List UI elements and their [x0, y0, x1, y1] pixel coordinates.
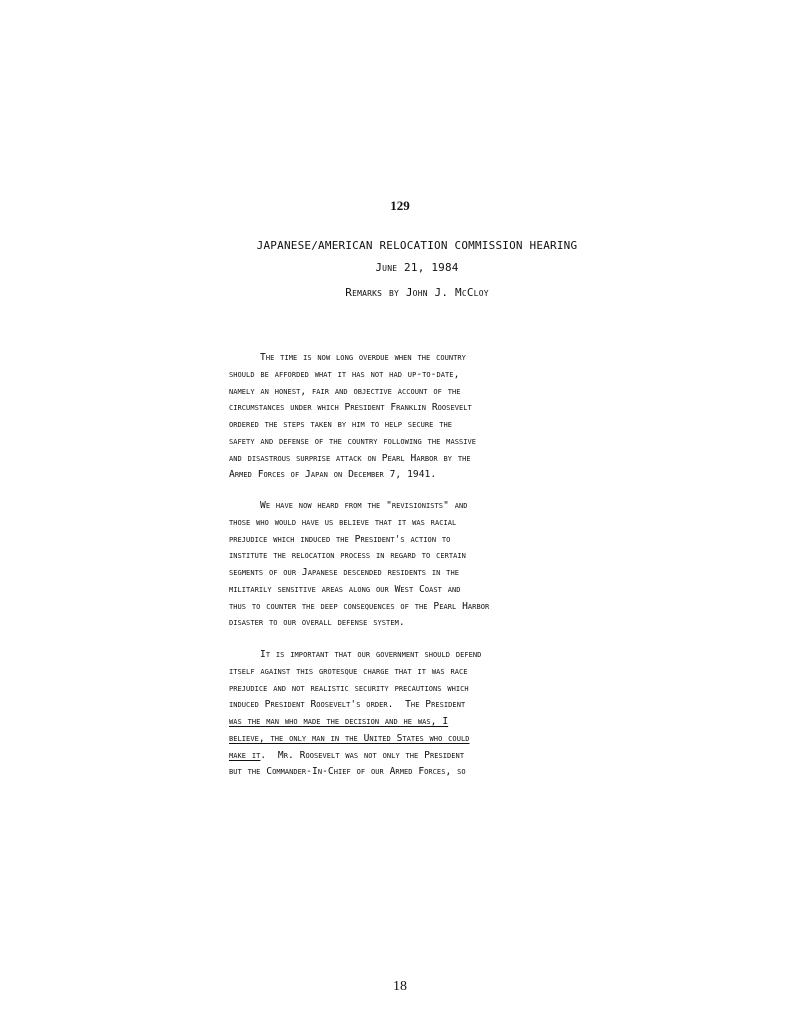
paragraph-line: [229, 748, 629, 765]
paragraph-line: those who would have us believe that it was racial: [229, 516, 457, 528]
paragraph-line: namely an honest, fair and objective account of the: [229, 385, 461, 397]
paragraph-2: [229, 498, 629, 632]
paragraph-line: itself against this grotesque charge that it was race: [229, 665, 468, 677]
paragraph-line: should be afforded what it has not had up-to-date,: [229, 368, 460, 380]
underlined-line: believe, the only man in the United States who could: [229, 732, 470, 744]
paragraph-line: It is important that our government should defend: [260, 649, 482, 660]
paragraph-line-rest: . Mr. Roosevelt was not only the President: [260, 749, 465, 761]
page-number-bottom: 18: [393, 979, 407, 994]
paragraph-line: prejudice and not realistic security precautions which: [229, 682, 469, 694]
paragraph-line: and disastrous surprise attack on Pearl Harbor by the: [229, 452, 471, 464]
paragraph-line: segments of our Japanese descended residents in the: [229, 567, 459, 578]
paragraph-3: [229, 647, 629, 781]
paragraph-line: ordered the steps taken by him to help secure the: [229, 419, 453, 430]
page-number-top: 129: [390, 198, 410, 213]
paragraph-line: disaster to our overall defense system.: [229, 617, 405, 629]
paragraph-line: prejudice which induced the President's action to: [229, 533, 451, 545]
paragraph-1: [229, 350, 629, 484]
paragraph-line: circumstances under which President Franklin Roosevelt: [229, 402, 472, 414]
paragraph-line: The time is now long overdue when the country: [260, 352, 466, 363]
hearing-date: June 21, 1984: [375, 261, 459, 274]
paragraph-line: Armed Forces of Japan on December 7, 1941.: [229, 469, 437, 481]
paragraph-line: induced President Roosevelt's order. The President: [229, 699, 466, 711]
hearing-title: JAPANESE/AMERICAN RELOCATION COMMISSION HEARING: [256, 239, 578, 252]
paragraph-line: thus to counter the deep consequences of the Pearl Harbor: [229, 600, 490, 612]
underlined-line: was the man who made the decision and he was, I: [229, 716, 449, 727]
paragraph-line: but the Commander-In-Chief of our Armed Forces, so: [229, 766, 466, 778]
remarks-byline: Remarks by John J. McCloy: [345, 286, 489, 299]
underlined-phrase: make it: [229, 749, 261, 761]
paragraph-line: We have now heard from the "revisionists" and: [260, 500, 468, 511]
paragraph-line: militarily sensitive areas along our West Coast and: [229, 583, 461, 595]
paragraph-line: safety and defense of the country following the massive: [229, 435, 477, 447]
paragraph-line: institute the relocation process in regard to certain: [229, 550, 466, 562]
